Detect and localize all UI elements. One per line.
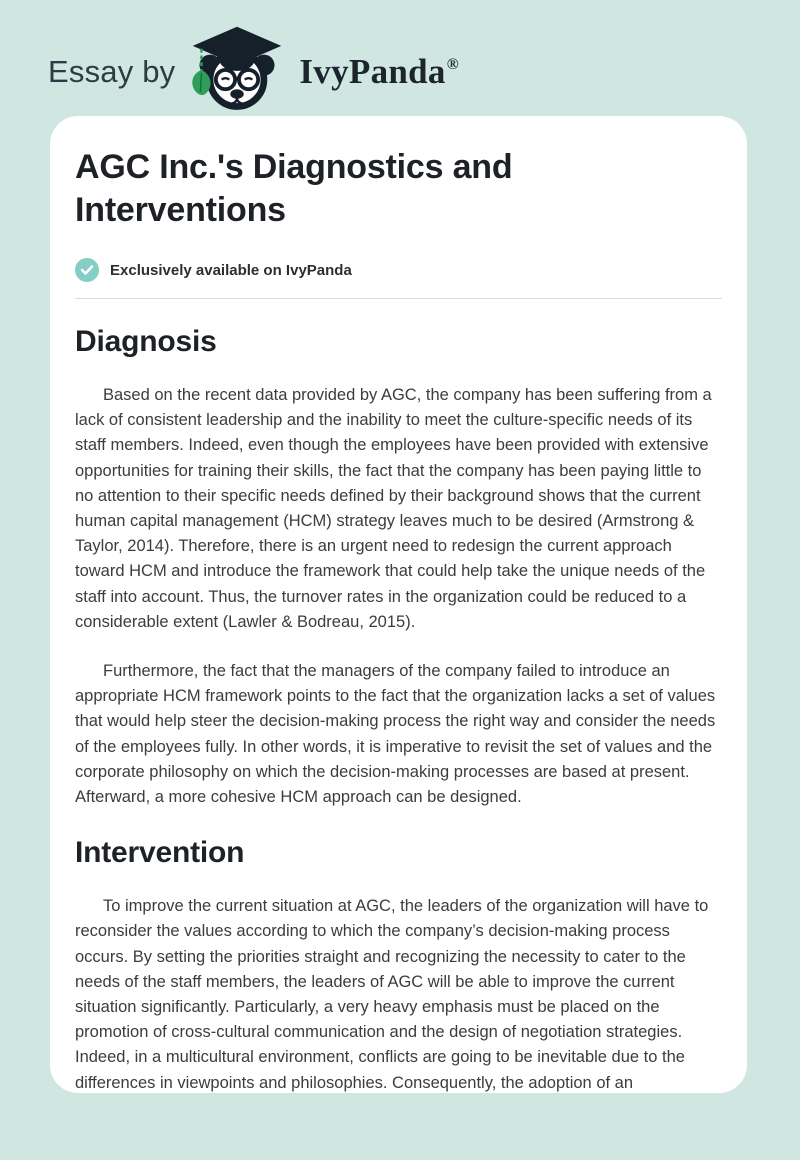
panda-graduate-logo-icon	[187, 24, 287, 114]
section-heading-intervention: Intervention	[75, 836, 245, 870]
page-title: AGC Inc.'s Diagnostics and Interventions	[75, 148, 513, 229]
check-icon	[75, 258, 99, 282]
brand-name: IvyPanda	[299, 52, 446, 91]
section-heading-diagnosis: Diagnosis	[75, 325, 217, 358]
page-header	[0, 0, 800, 116]
divider	[75, 298, 722, 299]
brand-wordmark	[299, 52, 459, 92]
exclusive-badge	[75, 258, 722, 282]
registered-trademark: ®	[446, 56, 459, 73]
paragraph: To improve the current situation at AGC, the leaders of the organization will have to reconsider the values according to which the company’s decision-making process occurs. By setting the priorities straight and recognizing the necessity to cater to the needs of the staff members, the leaders of AGC will be able to improve the current situation significantly. Particularly, a very heavy emphasis must be placed on the promotion of cross-cultural communication and the design of negotiation strategies. Indeed, in a multicultural environment, conflicts are going to be inevitable due to the differences in viewpoints and philosophies. Consequently, the adoption of an	[75, 897, 709, 1092]
essay-by-label: Essay by	[48, 54, 176, 89]
paragraph: Furthermore, the fact that the managers of the company failed to introduce an appropriate HCM framework points to the fact that the organization lacks a set of values that would help steer the decision-making process the right way and consider the needs of the employees fully. In other words, it is imperative to revisit the set of values and the corporate philosophy on which the decision-making processes are based at present. Afterward, a more cohesive HCM approach can be designed.	[75, 662, 716, 807]
paragraph: Based on the recent data provided by AGC, the company has been suffering from a lack of consistent leadership and the inability to meet the culture-specific needs of its staff members. Indeed, even though the employees have been provided with extensive opportunities for training their skills, the fact that the company has been paying little to no attention to their specific needs defined by their background shows that the current human capital management (HCM) strategy leaves much to be desired (Armstrong & Taylor, 2014). Therefore, there is an urgent need to redesign the current approach toward HCM and introduce the framework that could help take the unique needs of the staff into account. Thus, the turnover rates in the organization could be reduced to a considerable extent (Lawler & Bodreau, 2015).	[75, 386, 712, 631]
essay-card	[50, 116, 747, 1093]
section-intervention	[75, 836, 722, 1093]
exclusive-badge-label: Exclusively available on IvyPanda	[110, 261, 352, 279]
section-diagnosis	[75, 325, 722, 810]
